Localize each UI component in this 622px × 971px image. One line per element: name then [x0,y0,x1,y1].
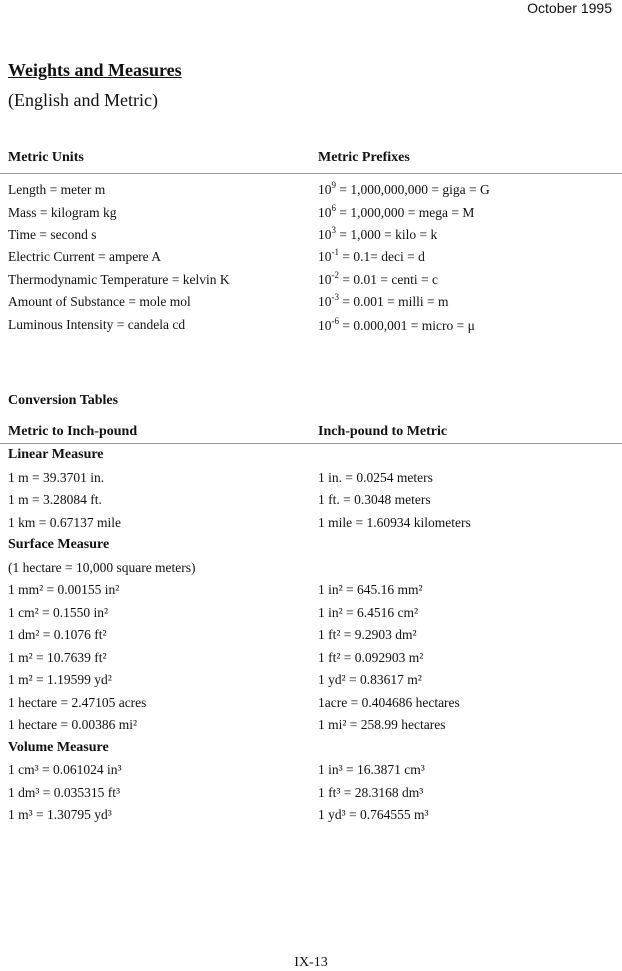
surface-note: (1 hectare = 10,000 square meters) [8,560,196,575]
conversion-left: 1 km = 0.67137 mile [8,515,121,530]
inch-to-metric-heading: Inch-pound to Metric [318,424,448,439]
conversion-left: 1 dm³ = 0.035315 ft³ [8,785,121,800]
conversion-right: 1 ft³ = 28.3168 dm³ [318,785,424,800]
conversion-left: 1 m² = 10.7639 ft² [8,650,107,665]
metric-prefix-item: $10^{-6} = 0.000,001$ = micro = μ [318,315,475,333]
metric-prefix-item: $10^{-3} = 0.001$ = milli = m [318,291,449,309]
conversion-right: 1 in³ = 16.3871 cm³ [318,762,425,777]
surface-measure-heading: Surface Measure [8,537,110,552]
metric-unit-item: Time = second s [8,227,97,242]
conversion-right: 1 yd² = 0.83617 m² [318,672,422,687]
divider [0,173,622,174]
linear-measure-heading: Linear Measure [8,447,104,462]
conversion-right: 1 ft² = 9.2903 dm² [318,627,417,642]
volume-measure-heading: Volume Measure [8,740,109,755]
conversion-right: 1 yd³ = 0.764555 m³ [318,807,429,822]
metric-prefix-item: $10^9 = 1,000,000,000$ = giga = G [318,179,490,197]
conversion-right: 1 mi² = 258.99 hectares [318,717,446,732]
conversion-right: 1 mile = 1.60934 kilometers [318,515,471,530]
conversion-left: 1 cm² = 0.1550 in² [8,605,109,620]
metric-unit-item: Electric Current = ampere A [8,249,162,264]
conversion-right: 1 in² = 6.4516 cm² [318,605,419,620]
conversion-left: 1 cm³ = 0.061024 in³ [8,762,122,777]
conversion-left: 1 hectare = 0.00386 mi² [8,717,138,732]
conversion-left: 1 dm² = 0.1076 ft² [8,627,107,642]
conversion-right: 1 in² = 645.16 mm² [318,582,423,597]
metric-unit-item: Thermodynamic Temperature = kelvin K [8,272,230,287]
conversion-right: 1 in. = 0.0254 meters [318,470,433,485]
metric-prefix-item: $10^6 = 1,000,000$ = mega = M [318,202,475,220]
metric-prefix-item: $10^3 = 1,000$ = kilo = k [318,224,438,242]
page-date: October 1995 [527,0,612,16]
conversion-left: 1 m = 3.28084 ft. [8,492,102,507]
conversion-left: 1 hectare = 2.47105 acres [8,695,147,710]
conversion-right: 1 ft² = 0.092903 m² [318,650,424,665]
metric-unit-item: Mass = kilogram kg [8,205,117,220]
document-subtitle: (English and Metric) [8,90,158,110]
conversion-left: 1 m = 39.3701 in. [8,470,105,485]
metric-unit-item: Length = meter m [8,182,106,197]
conversion-right: 1acre = 0.404686 hectares [318,695,460,710]
metric-prefix-item: $10^{-1} = 0.1=$ deci = d [318,246,425,264]
conversion-tables-heading: Conversion Tables [8,393,119,408]
metric-to-inch-heading: Metric to Inch-pound [8,424,138,439]
divider [0,443,622,444]
metric-unit-item: Luminous Intensity = candela cd [8,317,186,332]
metric-unit-item: Amount of Substance = mole mol [8,294,191,309]
metric-prefixes-heading: Metric Prefixes [318,150,410,165]
conversion-left: 1 mm² = 0.00155 in² [8,582,120,597]
metric-units-heading: Metric Units [8,150,84,165]
document-title: Weights and Measures [8,60,182,80]
conversion-right: 1 ft. = 0.3048 meters [318,492,431,507]
conversion-left: 1 m³ = 1.30795 yd³ [8,807,112,822]
conversion-left: 1 m² = 1.19599 yd² [8,672,112,687]
page-number: IX-13 [294,955,328,970]
metric-prefix-item: $10^{-2} = 0.01$ = centi = c [318,269,438,287]
